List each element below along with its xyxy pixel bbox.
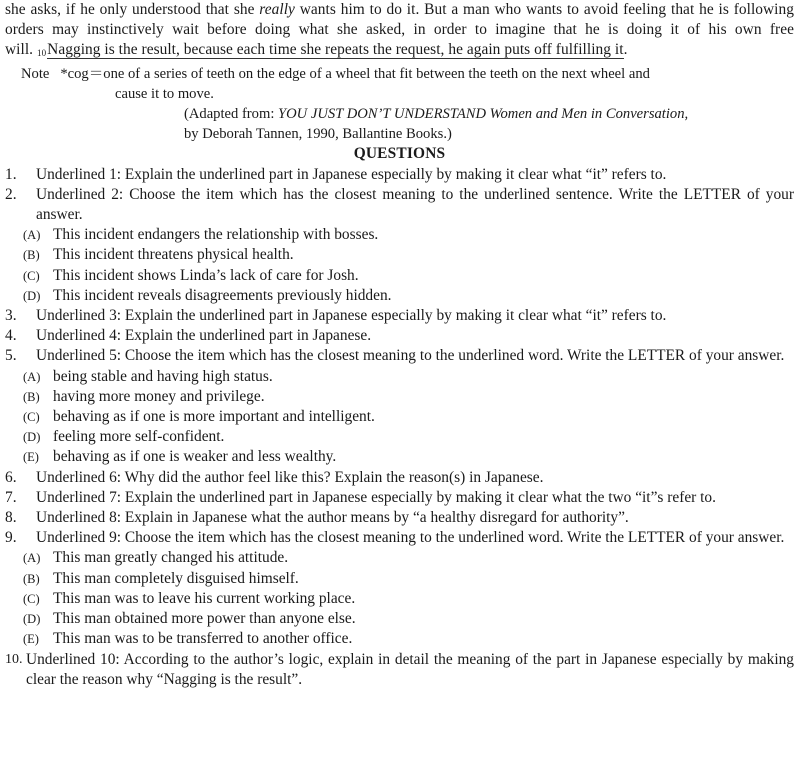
question-number: 6. xyxy=(5,468,17,486)
question-10 xyxy=(5,650,794,690)
option-text: This man completely disguised himself. xyxy=(53,569,299,587)
question-number: 4. xyxy=(5,327,17,345)
option-text: This incident threatens physical health. xyxy=(53,246,294,264)
option xyxy=(23,427,794,447)
option-text: being stable and having high status. xyxy=(53,367,273,385)
question-text: Underlined 3: Explain the underlined part in Japanese especially by making it clear what “it” refers to. xyxy=(36,307,667,325)
option-letter: (A) xyxy=(23,551,41,566)
option-letter: (C) xyxy=(23,410,40,425)
underline-marker-10: 10 xyxy=(37,48,47,59)
option-letter: (D) xyxy=(23,612,41,627)
passage-paragraph xyxy=(5,0,794,64)
question-text: Underlined 8: Explain in Japanese what the author means by “a healthy disregard for authority”. xyxy=(36,509,629,527)
option-letter: (C) xyxy=(23,268,40,283)
question-text: Underlined 10: According to the author’s logic, explain in detail the meaning of the part in Japanese especially by making clear the reason why “Nagging is the result”. xyxy=(26,650,794,688)
question-4 xyxy=(5,326,794,346)
source-author: by Deborah Tannen, 1990, Ballantine Books.) xyxy=(184,126,452,143)
question-text: Underlined 5: Choose the item which has the closest meaning to the underlined word. Write the LETTER of your answer. xyxy=(36,347,785,365)
question-3 xyxy=(5,306,794,326)
question-number: 9. xyxy=(5,529,17,547)
question-6 xyxy=(5,468,794,488)
option xyxy=(23,609,794,629)
option-text: This incident reveals disagreements previously hidden. xyxy=(53,286,392,304)
option xyxy=(23,245,794,265)
option-text: having more money and privilege. xyxy=(53,387,265,405)
passage-text: she asks, if he only understood that she xyxy=(5,1,260,18)
question-number: 3. xyxy=(5,307,17,325)
option xyxy=(23,548,794,568)
passage-end: . xyxy=(623,41,628,59)
question-9 xyxy=(5,528,794,548)
source-citation xyxy=(5,104,794,144)
question-8 xyxy=(5,508,794,528)
question-text: Underlined 1: Explain the underlined part in Japanese especially by making it clear what “it” refers to. xyxy=(36,165,667,183)
option-letter: (D) xyxy=(23,430,41,445)
option xyxy=(23,367,794,387)
question-text: Underlined 2: Choose the item which has the closest meaning to the underlined sentence. Write the LETTER of your answer. xyxy=(36,185,794,224)
question-2 xyxy=(5,185,794,225)
option-letter: (E) xyxy=(23,450,39,465)
option xyxy=(23,407,794,427)
option-text: This man was to leave his current working place. xyxy=(53,589,356,607)
underlined-part-10: Nagging is the result, because each time she repeats the request, he again puts off fulfilling it xyxy=(47,41,624,59)
option-letter: (C) xyxy=(23,591,40,606)
option-text: behaving as if one is more important and intelligent. xyxy=(53,408,375,426)
note-text-continued: cause it to move. xyxy=(115,85,214,102)
option-letter: (B) xyxy=(23,571,40,586)
questions-heading: QUESTIONS xyxy=(353,145,446,163)
source-prefix: (Adapted from: xyxy=(184,106,279,123)
question-7 xyxy=(5,488,794,508)
question-number: 10. xyxy=(5,651,23,667)
option-letter: (B) xyxy=(23,248,40,263)
option xyxy=(23,589,794,609)
option-letter: (D) xyxy=(23,288,41,303)
questions-list xyxy=(5,165,794,690)
option xyxy=(23,266,794,286)
option xyxy=(23,447,794,467)
question-text: Underlined 9: Choose the item which has the closest meaning to the underlined word. Write the LETTER of your answer. xyxy=(36,529,785,547)
option xyxy=(23,225,794,245)
option xyxy=(23,569,794,589)
option-text: This incident shows Linda’s lack of care for Josh. xyxy=(53,266,359,284)
note-text: *cog＝one of a series of teeth on the edge of a wheel that fit between the teeth on the next wheel and xyxy=(60,65,650,82)
note-label: Note xyxy=(21,65,50,82)
option-text: This man greatly changed his attitude. xyxy=(53,549,289,567)
option-letter: (B) xyxy=(23,389,40,404)
question-number: 1. xyxy=(5,165,17,183)
question-number: 2. xyxy=(5,185,17,203)
question-number: 5. xyxy=(5,347,17,365)
source-title: YOU JUST DON’T UNDERSTAND Women and Men in Conversation, xyxy=(278,106,689,123)
option-letter: (A) xyxy=(23,369,41,384)
option-text: This man was to be transferred to another office. xyxy=(53,630,353,648)
option xyxy=(23,387,794,407)
passage-emphasis: really xyxy=(259,1,295,18)
passage-text-continued: wants him to do it. But a man who wants to avoid feeling that he is following orders may instinctively wait before doing what she asked, in order to imagine that he is doing it of his own free will. xyxy=(5,1,794,59)
option-letter: (E) xyxy=(23,632,39,647)
option-text: feeling more self-confident. xyxy=(53,428,225,446)
footnote xyxy=(21,64,794,104)
option-text: behaving as if one is weaker and less wealthy. xyxy=(53,448,337,466)
question-text: Underlined 7: Explain the underlined part in Japanese especially by making it clear what the two “it”s refer to. xyxy=(36,488,716,506)
question-number: 7. xyxy=(5,488,17,506)
option-text: This incident endangers the relationship with bosses. xyxy=(53,226,379,244)
question-text: Underlined 6: Why did the author feel like this? Explain the reason(s) in Japanese. xyxy=(36,468,544,486)
question-number: 8. xyxy=(5,509,17,527)
option-letter: (A) xyxy=(23,228,41,243)
option xyxy=(23,286,794,306)
option xyxy=(23,629,794,649)
question-text: Underlined 4: Explain the underlined part in Japanese. xyxy=(36,327,372,345)
question-5 xyxy=(5,346,794,366)
option-text: This man obtained more power than anyone else. xyxy=(53,610,356,628)
question-1 xyxy=(5,165,794,185)
